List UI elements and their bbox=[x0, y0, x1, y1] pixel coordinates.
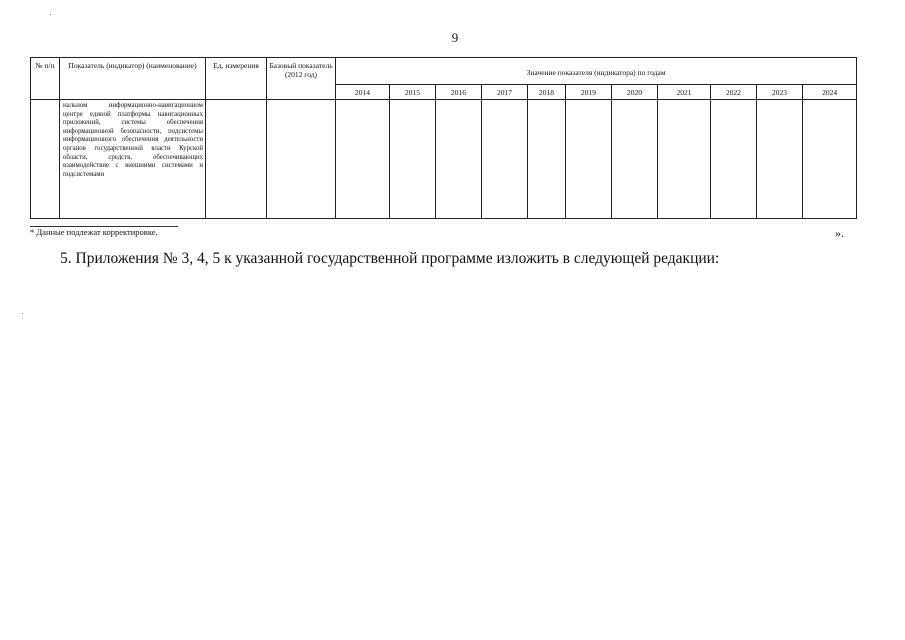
cell-year-value bbox=[482, 100, 528, 219]
cell-base bbox=[267, 100, 336, 219]
year-header: 2024 bbox=[803, 85, 857, 100]
table-row bbox=[31, 100, 857, 219]
year-header: 2022 bbox=[711, 85, 757, 100]
scan-speck bbox=[50, 14, 51, 15]
closing-quote: ». bbox=[835, 226, 844, 240]
cell-year-value bbox=[528, 100, 566, 219]
cell-year-value bbox=[658, 100, 711, 219]
year-header: 2016 bbox=[436, 85, 482, 100]
indicator-table bbox=[30, 57, 857, 219]
cell-indicator bbox=[60, 100, 206, 219]
year-header: 2018 bbox=[528, 85, 566, 100]
scan-speck bbox=[22, 313, 23, 314]
year-header: 2020 bbox=[612, 85, 658, 100]
cell-year-value bbox=[612, 100, 658, 219]
header-values-by-year: Значение показателя (индикатора) по годам bbox=[336, 58, 857, 85]
year-header: 2021 bbox=[658, 85, 711, 100]
cell-unit bbox=[206, 100, 267, 219]
cell-year-value bbox=[336, 100, 390, 219]
cell-num bbox=[31, 100, 60, 219]
year-header: 2015 bbox=[390, 85, 436, 100]
instruction-paragraph: 5. Приложения № 3, 4, 5 к указанной государственной программе изложить в следующей редакции: bbox=[60, 250, 720, 267]
indicator-text: нальном информационно-навигационном центре единой платформы навигационных приложений, системы обеспечения информационной безопасности, подсистемы информационного обеспечения деятельности органов государственной власти Курской области, средств, обеспечивающих взаимодействие с внешними системами и подсистемами bbox=[63, 102, 203, 178]
cell-year-value bbox=[711, 100, 757, 219]
cell-year-value bbox=[390, 100, 436, 219]
page-number: 9 bbox=[451, 30, 459, 45]
cell-year-value bbox=[436, 100, 482, 219]
year-header: 2023 bbox=[757, 85, 803, 100]
year-header: 2014 bbox=[336, 85, 390, 100]
header-unit: Ед. измерения bbox=[206, 58, 267, 100]
cell-year-value bbox=[803, 100, 857, 219]
cell-year-value bbox=[757, 100, 803, 219]
year-header: 2017 bbox=[482, 85, 528, 100]
cell-year-value bbox=[566, 100, 612, 219]
footnote: * Данные подлежат корректировке. bbox=[30, 227, 158, 237]
header-base-value: Базовый показатель (2012 год) bbox=[267, 58, 336, 100]
year-header: 2019 bbox=[566, 85, 612, 100]
header-num: № п/п bbox=[31, 58, 60, 100]
header-indicator: Показатель (индикатор) (наименование) bbox=[60, 58, 206, 100]
